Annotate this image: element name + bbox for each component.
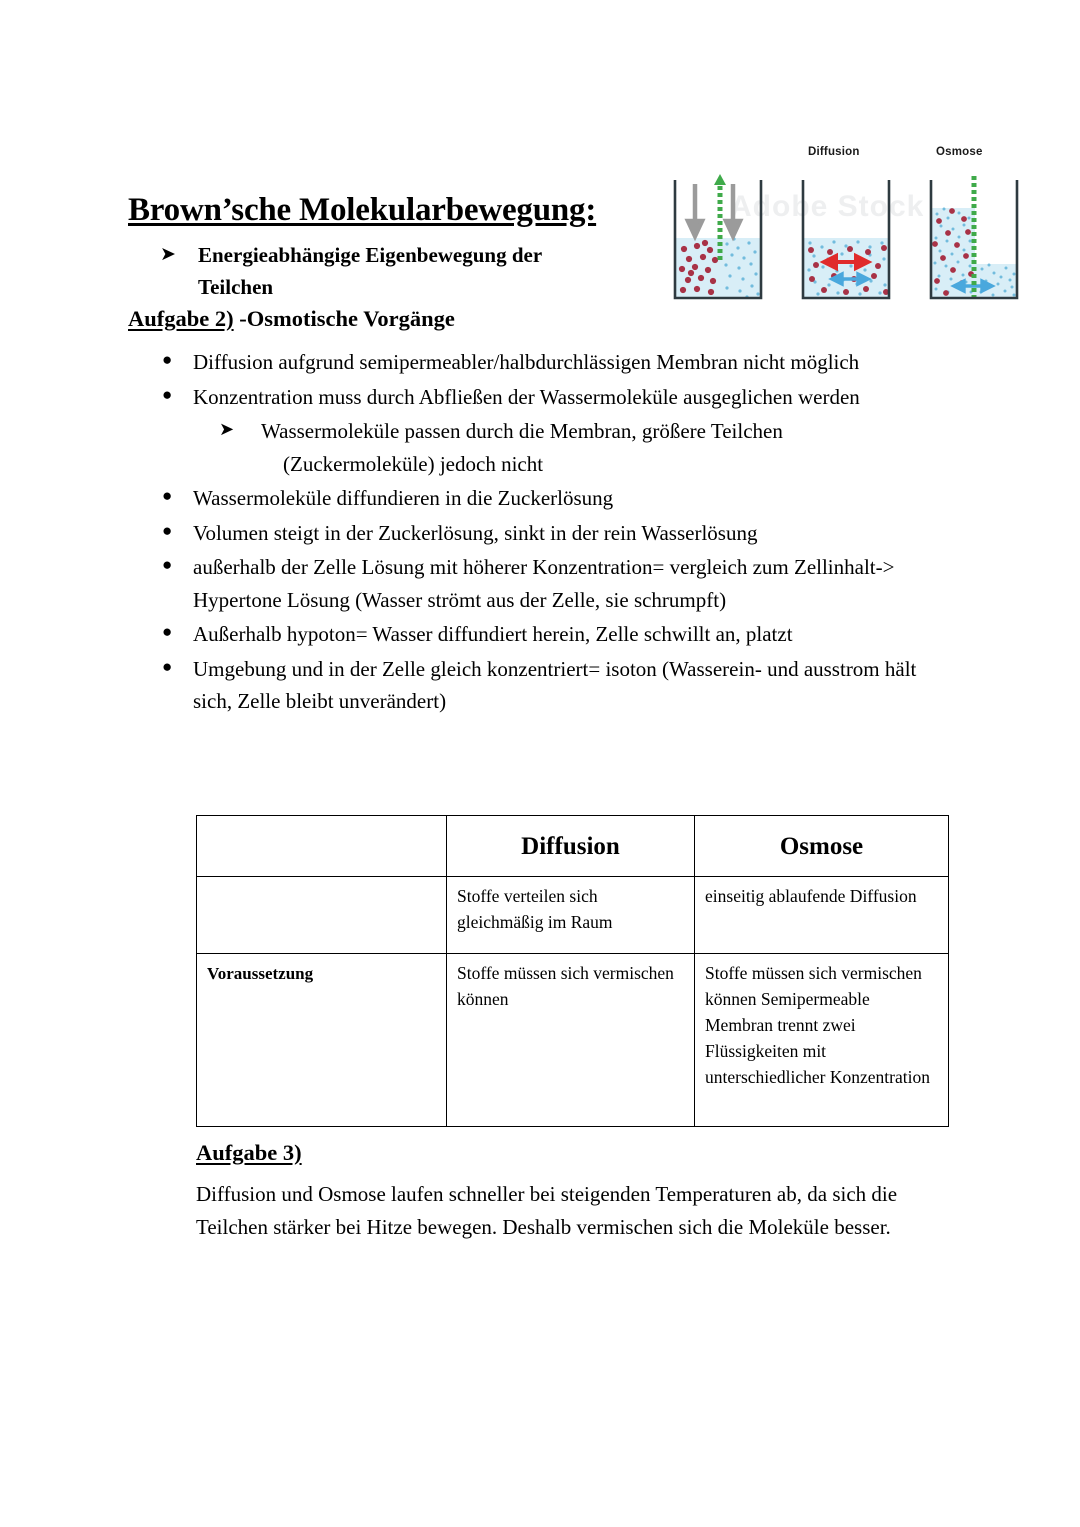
bullet-dot-icon: ● [162, 656, 173, 676]
sub-list-line-2: (Zuckermoleküle) jedoch nicht [283, 451, 544, 476]
list-item [148, 653, 948, 718]
list-item [148, 482, 948, 515]
comparison-table [196, 815, 949, 1127]
table-header-diffusion: Diffusion [447, 816, 695, 877]
table-cell-label: Voraussetzung [197, 954, 447, 1127]
list-item-text: Diffusion aufgrund semipermeabler/halbdurchlässigen Membran nicht möglich [193, 350, 860, 374]
table-header-empty [197, 816, 447, 877]
list-item [148, 551, 948, 616]
list-item-text: Wassermoleküle diffundieren in die Zuckerlösung [193, 486, 614, 511]
list-item [148, 618, 948, 651]
arrow-right-icon: ➤ [160, 243, 176, 265]
table-header-row [197, 816, 949, 877]
bullet-list [148, 346, 948, 720]
sub-list-line-1: Wassermoleküle passen durch die Membran, größere Teilchen [261, 419, 783, 444]
sub-list-item [193, 415, 948, 480]
list-item [148, 381, 948, 481]
bullet-dot-icon: ● [162, 384, 173, 404]
intro-arrow-text: Energieabhängige Eigenbewegung der Teilchen [198, 243, 542, 299]
arrow-right-icon: ➤ [219, 419, 235, 441]
list-item-text: Außerhalb hypoton= Wasser diffundiert herein, Zelle schwillt an, platzt [193, 622, 793, 647]
list-item-text: Volumen steigt in der Zuckerlösung, sinkt in der rein Wasserlösung [193, 520, 758, 545]
beaker-diagram-3 [926, 166, 1022, 304]
table-cell-osmose: Stoffe müssen sich vermischen können Semipermeable Membran trennt zwei Flüssigkeiten mit unterschiedlicher Konzentration [695, 954, 949, 1127]
list-item-text: Konzentration muss durch Abfließen der Wassermoleküle ausgeglichen werden [193, 384, 860, 409]
bullet-dot-icon: ● [162, 350, 173, 369]
list-item-text: außerhalb der Zelle Lösung mit höherer Konzentration= vergleich zum Zellinhalt-> Hypertone Lösung (Wasser strömt aus der Zelle, sie schrumpft) [193, 555, 895, 612]
section-heading-aufgabe-2 [128, 306, 455, 332]
bullet-dot-icon: ● [162, 486, 173, 506]
list-item [148, 346, 948, 379]
intro-arrow-item [160, 240, 590, 304]
figure-label-diffusion: Diffusion [808, 146, 860, 158]
list-item-text: Umgebung und in der Zelle gleich konzentriert= isoton (Wasserein- und ausstrom hält sich, Zelle bleibt unverändert) [193, 656, 917, 714]
table-cell-diffusion: Stoffe verteilen sich gleichmäßig im Raum [447, 877, 695, 954]
sub-list-item-text [261, 415, 948, 480]
osmosis-diffusion-figure [668, 138, 1024, 306]
bullet-dot-icon: ● [162, 622, 173, 642]
section-heading-aufgabe-3: Aufgabe 3) [196, 1140, 302, 1165]
page-title: Brown’sche Molekularbewegung: [128, 192, 597, 228]
beaker-diagram-1 [670, 166, 766, 304]
table-row [197, 877, 949, 954]
list-item [148, 517, 948, 550]
table-cell-diffusion: Stoffe müssen sich vermischen können [447, 954, 695, 1127]
section-3-body-text: Diffusion und Osmose laufen schneller bei steigenden Temperaturen ab, da sich die Teilchen stärker bei Hitze bewegen. Deshalb vermischen sich die Moleküle besser. [196, 1182, 898, 1239]
beaker-diagram-2 [798, 166, 894, 304]
aufgabe-2-label: Aufgabe 2) [128, 306, 234, 331]
table-cell-label [197, 877, 447, 954]
bullet-dot-icon: ● [162, 520, 173, 540]
table-row [197, 954, 949, 1127]
figure-label-osmose: Osmose [936, 146, 983, 158]
aufgabe-2-subtitle: -Osmotische Vorgänge [233, 306, 455, 331]
bullet-dot-icon: ● [162, 555, 173, 575]
table-cell-osmose: einseitig ablaufende Diffusion [695, 877, 949, 954]
stock-watermark: Adobe Stock [730, 190, 925, 223]
table-header-osmose: Osmose [695, 816, 949, 877]
